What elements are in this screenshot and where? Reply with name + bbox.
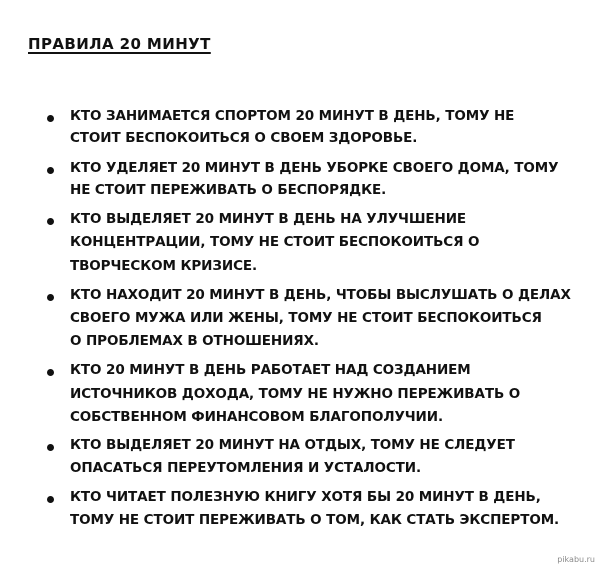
watermark: pikabu.ru — [554, 554, 598, 565]
bullet-icon — [47, 496, 54, 503]
rule-line: СОБСТВЕННОМ ФИНАНСОВОМ БЛАГОПОЛУЧИИ. — [70, 409, 443, 425]
bullet-icon — [47, 294, 54, 301]
bullet-icon — [47, 444, 54, 451]
rule-line: ИСТОЧНИКОВ ДОХОДА, ТОМУ НЕ НУЖНО ПЕРЕЖИВАТЬ О — [70, 386, 521, 402]
rule-line: КТО 20 МИНУТ В ДЕНЬ РАБОТАЕТ НАД СОЗДАНИЕМ — [70, 362, 471, 378]
rule-line: ТВОРЧЕСКОМ КРИЗИСЕ. — [70, 258, 258, 274]
rule-line: НЕ СТОИТ ПЕРЕЖИВАТЬ О БЕСПОРЯДКЕ. — [70, 182, 387, 198]
bullet-icon — [47, 167, 54, 174]
rule-line: КТО УДЕЛЯЕТ 20 МИНУТ В ДЕНЬ УБОРКЕ СВОЕГО ДОМА, ТОМУ — [70, 160, 559, 176]
rule-line: КТО ВЫДЕЛЯЕТ 20 МИНУТ НА ОТДЫХ, ТОМУ НЕ СЛЕДУЕТ — [70, 437, 515, 453]
rule-line: КТО ЧИТАЕТ ПОЛЕЗНУЮ КНИГУ ХОТЯ БЫ 20 МИНУТ В ДЕНЬ, — [70, 489, 541, 505]
rule-line: КТО ЗАНИМАЕТСЯ СПОРТОМ 20 МИНУТ В ДЕНЬ, ТОМУ НЕ — [70, 108, 515, 124]
rule-line: О ПРОБЛЕМАХ В ОТНОШЕНИЯХ. — [70, 333, 319, 349]
bullet-icon — [47, 218, 54, 225]
rule-line: КОНЦЕНТРАЦИИ, ТОМУ НЕ СТОИТ БЕСПОКОИТЬСЯ О — [70, 234, 480, 250]
rule-line: ТОМУ НЕ СТОИТ ПЕРЕЖИВАТЬ О ТОМ, КАК СТАТЬ ЭКСПЕРТОМ. — [70, 512, 560, 528]
rule-line: ОПАСАТЬСЯ ПЕРЕУТОМЛЕНИЯ И УСТАЛОСТИ. — [70, 460, 421, 476]
bullet-icon — [47, 369, 54, 376]
page-title: ПРАВИЛА 20 МИНУТ — [28, 35, 211, 53]
bullet-icon — [47, 115, 54, 122]
rule-line: КТО ВЫДЕЛЯЕТ 20 МИНУТ В ДЕНЬ НА УЛУЧШЕНИЕ — [70, 211, 467, 227]
rule-line: КТО НАХОДИТ 20 МИНУТ В ДЕНЬ, ЧТОБЫ ВЫСЛУШАТЬ О ДЕЛАХ — [70, 287, 571, 303]
rule-line: СВОЕГО МУЖА ИЛИ ЖЕНЫ, ТОМУ НЕ СТОИТ БЕСПОКОИТЬСЯ — [70, 310, 542, 326]
rule-line: СТОИТ БЕСПОКОИТЬСЯ О СВОЕМ ЗДОРОВЬЕ. — [70, 130, 418, 146]
